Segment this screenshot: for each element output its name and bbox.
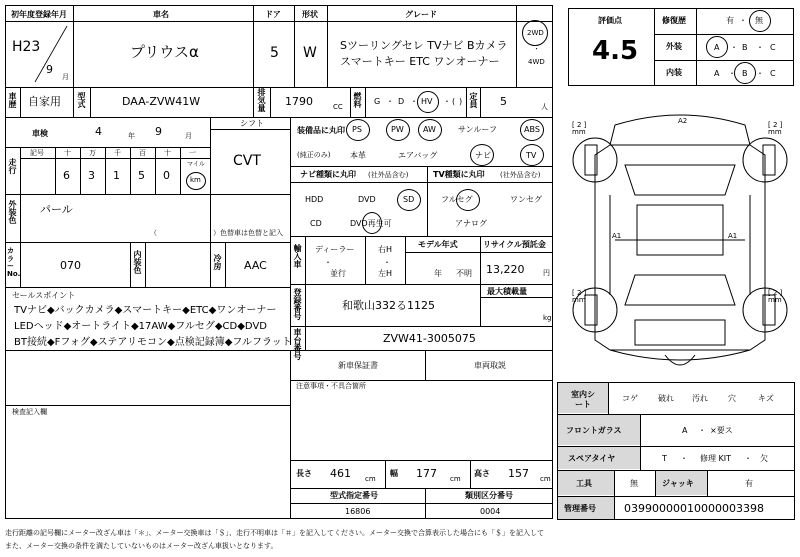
- shape-value: W: [303, 45, 317, 61]
- windshield-label: フロントガラス: [566, 426, 622, 435]
- car-name-value: プリウスα: [130, 43, 199, 61]
- sales-point-line-2: LEDヘッド◆オートライト◆17AW◆フルセグ◆CD◆DVD: [14, 321, 267, 332]
- score-value: 4.5: [592, 36, 639, 66]
- capacity-label: 定員: [469, 92, 478, 108]
- aircon-label: 冷房: [213, 254, 222, 270]
- grade-line-1: Sツーリングセレ TVナビ Bカメラ: [340, 39, 508, 52]
- navi-cd: CD: [310, 219, 322, 228]
- interior-label: 内装: [666, 68, 682, 77]
- footer-line-2: また、メーター交換の条件を満たしていないものはメーター改ざん車扱いとなります。: [5, 542, 278, 550]
- inspection-note-label: 検査記入欄: [12, 408, 47, 416]
- length-value: 461: [330, 467, 351, 480]
- navi-dvd-play: DVD再生可: [350, 219, 392, 228]
- tire-depth-fl: [ 2 ] mm: [572, 121, 587, 136]
- damage-label-a1-right: A1: [728, 232, 738, 240]
- model-label: 型式: [77, 92, 86, 108]
- displacement-value: 1790: [285, 95, 313, 108]
- car-name-label: 車名: [153, 10, 169, 19]
- grade-line-2: スマートキー ETC ワンオーナー: [340, 55, 500, 68]
- height-label: 高さ: [474, 469, 490, 478]
- displacement-unit: CC: [333, 103, 343, 111]
- type-designation-label: 型式指定番号: [330, 491, 378, 500]
- tire-depth-rl: [ 2 ] mm: [572, 289, 587, 304]
- equipment-title: 装備品に丸印: [297, 126, 345, 135]
- height-value: 157: [508, 467, 529, 480]
- repair-label: 修復歴: [662, 16, 686, 25]
- equip-abs: ABS: [524, 125, 540, 134]
- sales-point-label: セールスポイント: [12, 291, 76, 300]
- first-reg-month: 9: [46, 63, 53, 76]
- import-dealer: ディーラー: [315, 245, 355, 254]
- tv-title: TV種類に丸印: [433, 170, 485, 179]
- tv-analog: アナログ: [455, 219, 487, 228]
- fuel-label: 燃料: [353, 92, 362, 108]
- footer-line-1: 走行距離の記号欄にメーター改ざん車は「＊」、メーター交換車は「＄」、走行不明車は「＃」を記入してください。メーター交換で合算表示した場合にも「＄」を記入して: [5, 529, 544, 537]
- recycle-label: リサイクル預託金: [483, 240, 546, 249]
- grade-label: グレード: [405, 10, 437, 19]
- score-label: 評価点: [598, 16, 622, 25]
- doors-label: ドア: [265, 10, 281, 19]
- import-parallel: 並行: [330, 269, 346, 278]
- model-year-label: モデル年式: [418, 240, 458, 249]
- control-value: 03990000010000003398: [624, 502, 764, 515]
- shift-label: シフト: [240, 119, 264, 128]
- mileage-digit: 1: [113, 169, 120, 182]
- equip-aw: AW: [423, 125, 436, 134]
- displacement-label: 排気量: [257, 88, 266, 112]
- fuel-d: D: [398, 97, 405, 106]
- car-diagram-icon: [565, 95, 795, 380]
- equipment-subtitle: (純正のみ): [297, 151, 331, 159]
- warranty-new: 新車保証書: [338, 361, 378, 370]
- exterior-label: 外装: [666, 42, 682, 51]
- equip-leather: 本革: [350, 151, 366, 160]
- chassis-value: ZVW41-3005075: [383, 332, 476, 345]
- type-designation-value: 16806: [345, 507, 371, 516]
- mile-label: マイル: [187, 161, 205, 168]
- equip-pw: PW: [391, 125, 404, 134]
- tire-depth-rr: [ 2 ] mm: [768, 289, 783, 304]
- shift-value: CVT: [233, 153, 261, 169]
- main-form: [5, 5, 553, 519]
- inspection-label: 車検: [32, 129, 48, 138]
- doors-value: 5: [270, 45, 279, 61]
- control-label: 管理番号: [564, 504, 596, 513]
- width-label: 幅: [390, 469, 398, 478]
- color-value: パール: [40, 203, 73, 216]
- spare-label: スペアタイヤ: [568, 454, 616, 463]
- interior-color-label: 内装色: [133, 250, 142, 274]
- import-right: 右H: [378, 245, 393, 254]
- sales-point-line-1: TVナビ◆バックカメラ◆スマートキー◆ETC◆ワンオーナー: [14, 305, 277, 316]
- import-left: 左H: [378, 269, 393, 278]
- equip-airbag: エアバッグ: [398, 151, 438, 160]
- mileage-digit: 0: [163, 169, 170, 182]
- import-label: 輸入車: [293, 244, 302, 268]
- recycle-value: 13,220: [486, 263, 525, 276]
- first-reg-year: H23: [12, 39, 41, 55]
- usage-value: 自家用: [28, 95, 61, 108]
- chassis-label: 車台番号: [293, 328, 302, 360]
- inspection-month: 9: [155, 125, 162, 138]
- warranty-manual: 車両取説: [474, 361, 506, 370]
- color-note: （ ）色替車は色替と記入: [150, 229, 283, 237]
- navi-subtitle: (社外品含む): [368, 171, 409, 179]
- mileage-digit: 3: [88, 169, 95, 182]
- max-load-label: 最大積載量: [487, 287, 527, 296]
- registration-label: 登録番号: [293, 288, 302, 320]
- tv-subtitle: (社外品含む): [500, 171, 541, 179]
- length-label: 長さ: [296, 469, 312, 478]
- navi-dvd: DVD: [358, 195, 376, 204]
- equip-ps: PS: [352, 125, 362, 134]
- mileage-digit: 6: [63, 169, 70, 182]
- width-value: 177: [416, 467, 437, 480]
- navi-title: ナビ種類に丸印: [300, 170, 356, 179]
- sales-point-line-3: BT接続◆Fフォグ◆ステアリモコン◆点検記録簿◆フルフラット: [14, 337, 292, 348]
- tools-label: 工具: [576, 479, 592, 488]
- aircon-value: AAC: [244, 259, 267, 272]
- km-label: km: [190, 176, 201, 184]
- model-value: DAA-ZVW41W: [122, 95, 201, 108]
- fuel-g: G: [374, 97, 381, 106]
- registration-value: 和歌山332る1125: [342, 299, 435, 312]
- capacity-value: 5: [500, 95, 507, 108]
- equip-sunroof: サンルーフ: [458, 125, 497, 134]
- equip-tv: TV: [526, 151, 537, 160]
- seat-label: 室内シート: [571, 390, 595, 410]
- tire-depth-fr: [ 2 ] mm: [768, 121, 783, 136]
- model-year-value: 不明: [456, 269, 472, 278]
- color-no-value: 070: [60, 259, 81, 272]
- inspection-year: 4: [95, 125, 102, 138]
- damage-label-a2: A2: [678, 117, 688, 125]
- repair-no: 無: [755, 16, 763, 25]
- equip-navi: ナビ: [475, 151, 491, 160]
- navi-hdd: HDD: [305, 195, 324, 204]
- capacity-unit: 人: [541, 103, 548, 111]
- tv-fullseg: フルセグ: [441, 195, 473, 204]
- first-reg-label: 初年度登録年月: [11, 10, 67, 19]
- drive-2wd: 2WD: [527, 29, 544, 37]
- first-reg-month-unit: 月: [62, 73, 69, 81]
- class-number-label: 類別区分番号: [465, 491, 513, 500]
- fuel-hv: HV: [421, 97, 433, 106]
- mileage-label: 走行: [8, 158, 17, 174]
- shape-label: 形状: [302, 10, 318, 19]
- notes-label: 注意事項・不具合箇所: [296, 382, 366, 390]
- drive-dot: ・: [533, 45, 540, 53]
- usage-label: 車歴: [8, 92, 17, 108]
- class-number-value: 0004: [480, 507, 501, 516]
- drive-4wd: 4WD: [528, 58, 545, 66]
- navi-sd: SD: [403, 195, 415, 204]
- color-no-label: カラーNo.: [7, 247, 21, 279]
- color-label: 外装色: [8, 200, 17, 224]
- damage-label-a1-left: A1: [612, 232, 622, 240]
- mileage-digit: 5: [138, 169, 145, 182]
- jack-label: ジャッキ: [662, 479, 694, 488]
- tv-oneseg: ワンセグ: [510, 195, 542, 204]
